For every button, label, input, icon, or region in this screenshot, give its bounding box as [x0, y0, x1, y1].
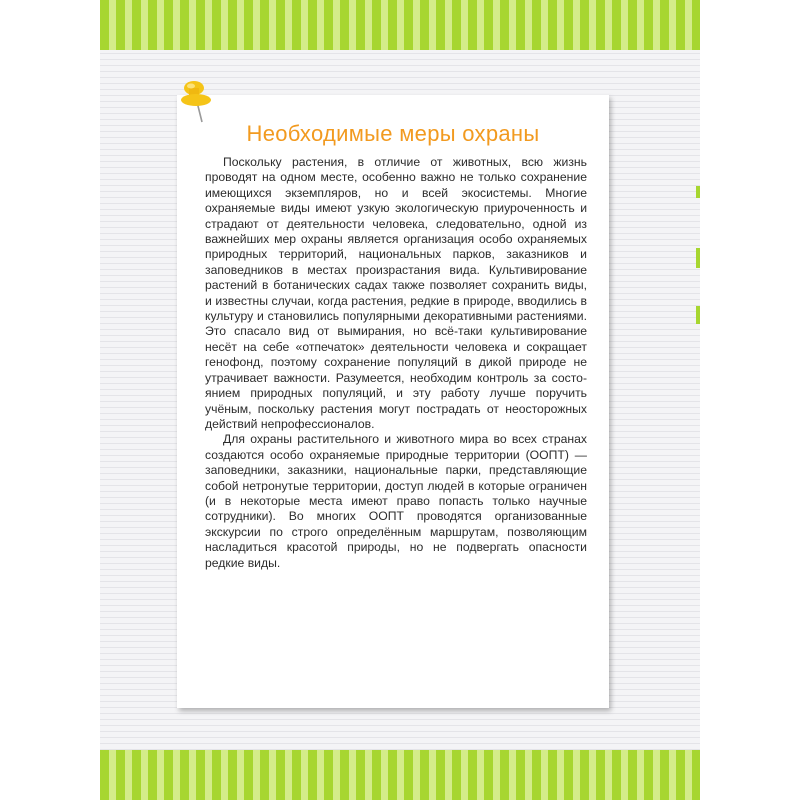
article-body: [205, 155, 587, 571]
paragraph: Для охраны растительного и животного мира во всех странах создаются особо охраняемые природные территории (ООПТ) — заповедники, заказники, национальные парки, представляющие собой нетронутые территории, доступ людей в которые ограничен (и в некоторые места имеют право попасть только научные сотрудники). Во многих ООПТ проводятся организованные экскурсии по строго определённым маршрутам, позволяющим насладиться красотой природы, но не подвергать опасности редкие виды.: [205, 432, 587, 570]
page-title: Необходимые меры охраны: [246, 121, 540, 146]
paragraph: Поскольку растения, в отличие от животных, всю жизнь проводят на одном месте, особенно важно не только сохранение имеющихся экземпляров, но и всей экосистемы. Многие охраняемые виды имеют узкую экологическую приуроченность и страдают от деятельности человека, следовательно, одной из важнейших мер охраны является организация особо охраняемых природных территорий, национальных парков, заказников и заповедников в местах произрастания вида. Культивирование растений в ботанических садах также позволяет сохранить виды, и известны случаи, когда растения, редкие в природе, вводились в культуру и становились популярными декоративными растениями. Это спасало вид от вымирания, но всё-таки культивирование несёт на себе «отпечаток» деятельности человека и сокращает генофонд, поэтому сохранение популяций в дикой природе не утрачивает важности. Разумеется, необходим контроль за состоянием природных популяций, и эту работу лучше поручить учёным, поскольку растения могут пострадать от неосторожных действий непрофессионалов.: [205, 155, 587, 431]
page-background: [100, 0, 700, 800]
edge-mark: [696, 186, 700, 198]
edge-mark: [696, 306, 700, 324]
pushpin-icon: [177, 78, 217, 124]
top-green-stripe: [100, 0, 700, 50]
bottom-green-stripe: [100, 750, 700, 800]
note-card: [177, 95, 609, 708]
edge-mark: [696, 248, 700, 268]
